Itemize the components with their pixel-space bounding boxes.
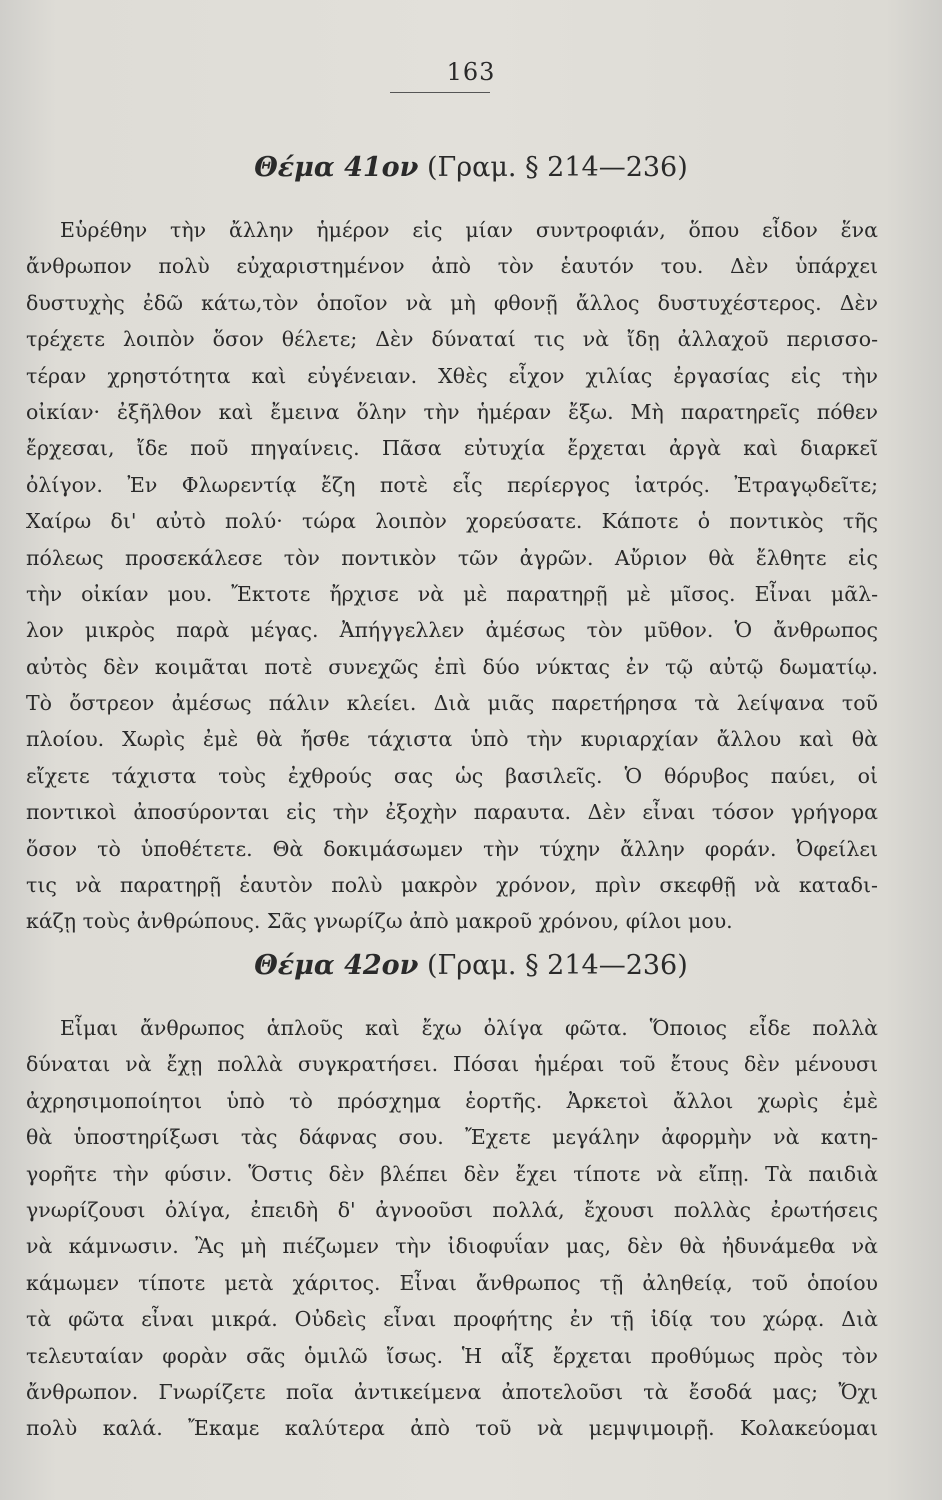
text-line: πόλεως προσεκάλεσε τὸν ποντικὸν τῶν ἀγρῶν. Αὔριον θὰ ἔλθητε εἰς <box>26 545 878 570</box>
text-line: λον μικρὸς παρὰ μέγας. Ἀπήγγελλεν ἀμέσως τὸν μῦθον. Ὁ ἄνθρωπος <box>26 618 878 643</box>
page-number-rule <box>390 92 490 93</box>
text-line: πολὺ καλά. Ἔκαμε καλύτερα ἀπὸ τοῦ νὰ μεμψιμοιρῇ. Κολακεύομαι <box>26 1416 878 1441</box>
heading-grammar-ref: (Γραμ. § 214—236) <box>427 152 688 183</box>
text-line: Τὸ ὄστρεον ἀμέσως πάλιν κλείει. Διὰ μιᾶς παρετήρησα τὰ λείψανα τοῦ <box>26 691 878 716</box>
text-line: τρέχετε λοιπὸν ὅσον θέλετε; Δὲν δύναταί τις νὰ ἴδῃ ἀλλαχοῦ περισσο- <box>26 327 878 352</box>
section-body-42 <box>26 1010 878 1447</box>
section-heading-41 <box>0 152 942 183</box>
text-line: τὰ φῶτα εἶναι μικρά. Οὐδεὶς εἶναι προφήτης ἐν τῇ ἰδίᾳ του χώρᾳ. Διὰ <box>26 1307 878 1332</box>
text-line: τις νὰ παρατηρῇ ἑαυτὸν πολὺ μακρὸν χρόνον, πρὶν σκεφθῇ νὰ καταδι- <box>26 873 878 898</box>
text-line: ὅσον τὸ ὑποθέτετε. Θὰ δοκιμάσωμεν τὴν τύχην ἄλλην φοράν. Ὀφείλει <box>26 836 878 861</box>
text-line: θὰ ὑποστηρίξωσι τὰς δάφνας σου. Ἔχετε μεγάλην ἀφορμὴν νὰ κατη- <box>26 1125 878 1150</box>
heading-theme: Θέμα 41ον <box>254 152 419 183</box>
text-line: ὀλίγον. Ἐν Φλωρεντίᾳ ἔζη ποτὲ εἷς περίεργος ἰατρός. Ἐτραγῳδεῖτε; <box>26 472 878 497</box>
text-line: Εἶμαι ἄνθρωπος ἁπλοῦς καὶ ἔχω ὀλίγα φῶτα. Ὅποιος εἶδε πολλὰ <box>60 1016 878 1040</box>
section-body-41 <box>26 212 878 940</box>
text-line: πλοίου. Χωρὶς ἐμὲ θὰ ἤσθε τάχιστα ὑπὸ τὴν κυριαρχίαν ἄλλου καὶ θὰ <box>26 727 878 752</box>
text-line: ἄνθρωπον πολὺ εὐχαριστημένον ἀπὸ τὸν ἑαυτόν του. Δὲν ὑπάρχει <box>26 254 878 279</box>
text-line: τελευταίαν φορὰν σᾶς ὁμιλῶ ἴσως. Ἡ αἶξ ἔρχεται προθύμως πρὸς τὸν <box>26 1343 878 1368</box>
text-line: γνωρίζουσι ὀλίγα, ἐπειδὴ δ' ἀγνοοῦσι πολλά, ἔχουσι πολλὰς ἐρωτήσεις <box>26 1197 878 1222</box>
text-line: ἀχρησιμοποίητοι ὑπὸ τὸ πρόσχημα ἑορτῆς. Ἀρκετοὶ ἄλλοι χωρὶς ἐμὲ <box>26 1088 878 1113</box>
text-line: τὴν οἰκίαν μου. Ἔκτοτε ἤρχισε νὰ μὲ παρατηρῇ μὲ μῖσος. Εἶναι μᾶλ- <box>26 581 878 606</box>
text-line: εἴχετε τάχιστα τοὺς ἐχθρούς σας ὡς βασιλεῖς. Ὁ θόρυβος παύει, οἱ <box>26 763 878 788</box>
text-line: αὐτὸς δὲν κοιμᾶται ποτὲ συνεχῶς ἐπὶ δύο νύκτας ἐν τῷ αὐτῷ δωματίῳ. <box>26 654 878 679</box>
text-line: ἄνθρωπον. Γνωρίζετε ποῖα ἀντικείμενα ἀποτελοῦσι τὰ ἔσοδά μας; Ὄχι <box>26 1379 878 1404</box>
text-line: τέραν χρηστότητα καὶ εὐγένειαν. Χθὲς εἶχον χιλίας ἐργασίας εἰς τὴν <box>26 363 878 388</box>
text-line: Χαίρω δι' αὐτὸ πολύ· τώρα λοιπὸν χορεύσατε. Κάποτε ὁ ποντικὸς τῆς <box>26 509 878 534</box>
text-line: Εὑρέθην τὴν ἄλλην ἡμέρον εἰς μίαν συντροφιάν, ὅπου εἶδον ἕνα <box>60 218 878 242</box>
heading-theme: Θέμα 42ον <box>254 950 419 981</box>
text-line: δυστυχὴς ἐδῶ κάτω,τὸν ὁποῖον νὰ μὴ φθονῇ ἄλλος δυστυχέστερος. Δὲν <box>26 290 878 315</box>
section-heading-42 <box>0 950 942 981</box>
text-line: δύναται νὰ ἔχῃ πολλὰ συγκρατήσει. Πόσαι ἡμέραι τοῦ ἔτους δὲν μένουσι <box>26 1052 878 1077</box>
text-line: νὰ κάμνωσιν. Ἂς μὴ πιέζωμεν τὴν ἰδιοφυΐαν μας, δὲν θὰ ἠδυνάμεθα νὰ <box>26 1234 878 1259</box>
text-line: κάμωμεν τίποτε μετὰ χάριτος. Εἶναι ἄνθρωπος τῇ ἀληθείᾳ, τοῦ ὁποίου <box>26 1270 878 1295</box>
text-line: κάζῃ τοὺς ἀνθρώπους. Σᾶς γνωρίζω ἀπὸ μακροῦ χρόνου, φίλοι μου. <box>26 909 733 934</box>
text-line: γορῆτε τὴν φύσιν. Ὅστις δὲν βλέπει δὲν ἔχει τίποτε νὰ εἴπῃ. Τὰ παιδιὰ <box>26 1161 878 1186</box>
text-line: οἰκίαν· ἐξῆλθον καὶ ἔμεινα ὅλην τὴν ἡμέραν ἔξω. Μὴ παρατηρεῖς πόθεν <box>26 399 878 424</box>
page-number: 163 <box>446 58 496 86</box>
text-line: ποντικοὶ ἀποσύρονται εἰς τὴν ἐξοχὴν παραυτα. Δὲν εἶναι τόσον γρήγορα <box>26 800 878 825</box>
heading-grammar-ref: (Γραμ. § 214—236) <box>427 950 688 981</box>
text-line: ἔρχεσαι, ἴδε ποῦ πηγαίνεις. Πᾶσα εὐτυχία ἔρχεται ἀργὰ καὶ διαρκεῖ <box>26 436 878 461</box>
